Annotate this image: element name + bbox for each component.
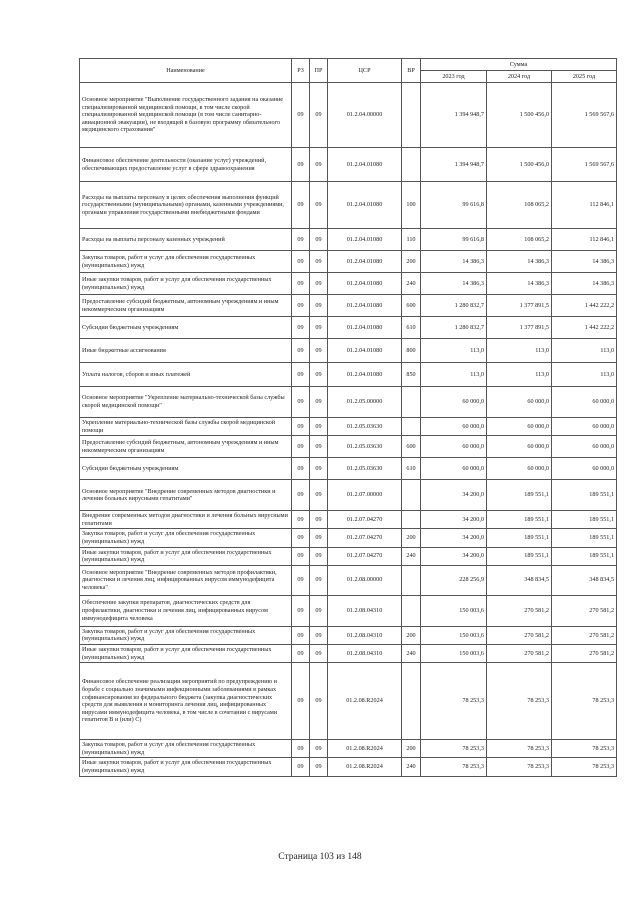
row-vr bbox=[402, 663, 421, 740]
row-csr: 01.2.05.03630 bbox=[328, 418, 402, 436]
row-csr: 01.2.08.04310 bbox=[328, 644, 402, 662]
row-amount-2024: 270 581,2 bbox=[487, 644, 552, 662]
row-name: Расходы на выплаты персоналу казенных учреждений bbox=[80, 229, 292, 251]
row-csr: 01.2.08.R2024 bbox=[328, 740, 402, 758]
row-name: Финансовое обеспечение реализации мероприятий по предупреждению и борьбе с социально значимыми инфекционными заболеваниями в рамках софинансирования из федерального бюджета (закупка диагностических средств для выявления и мониторинга лечения лиц, инфицированных вирусами иммунодефицита человека, в том числе в сочетании с вирусами гепатитов В и (или) С) bbox=[80, 663, 292, 740]
row-vr: 600 bbox=[402, 436, 421, 458]
row-name: Закупка товаров, работ и услуг для обеспечения государственных (муниципальных) нужд bbox=[80, 251, 292, 273]
row-amount-2023: 78 253,3 bbox=[421, 663, 487, 740]
row-amount-2023: 34 200,0 bbox=[421, 547, 487, 565]
row-amount-2023: 150 003,6 bbox=[421, 626, 487, 644]
row-pr: 09 bbox=[310, 418, 328, 436]
row-amount-2024: 60 000,0 bbox=[487, 387, 552, 418]
row-csr: 01.2.05.00000 bbox=[328, 387, 402, 418]
row-csr: 01.2.04.01080 bbox=[328, 148, 402, 182]
row-vr bbox=[402, 148, 421, 182]
row-pr: 09 bbox=[310, 758, 328, 776]
row-csr: 01.2.08.00000 bbox=[328, 565, 402, 595]
row-rz: 09 bbox=[292, 182, 310, 229]
row-amount-2024: 1 377 891,5 bbox=[487, 295, 552, 317]
table-row bbox=[80, 480, 617, 511]
row-name: Обеспечение закупки препаратов, диагностических средств для профилактики, диагностики и лечения лиц, инфицированных вирусом иммунодефицита человека bbox=[80, 595, 292, 626]
row-pr: 09 bbox=[310, 273, 328, 295]
row-amount-2025: 1 569 567,6 bbox=[552, 148, 617, 182]
row-amount-2023: 150 003,6 bbox=[421, 644, 487, 662]
budget-table bbox=[79, 58, 617, 777]
row-pr: 09 bbox=[310, 480, 328, 511]
row-name: Предоставление субсидий бюджетным, автономным учреждениям и иным некоммерческим организациям bbox=[80, 295, 292, 317]
row-name: Уплата налогов, сборов и иных платежей bbox=[80, 363, 292, 387]
row-rz: 09 bbox=[292, 148, 310, 182]
row-pr: 09 bbox=[310, 295, 328, 317]
row-pr: 09 bbox=[310, 182, 328, 229]
row-csr: 01.2.08.R2024 bbox=[328, 663, 402, 740]
row-rz: 09 bbox=[292, 595, 310, 626]
row-amount-2024: 270 581,2 bbox=[487, 595, 552, 626]
row-rz: 09 bbox=[292, 758, 310, 776]
table-row bbox=[80, 363, 617, 387]
table-row bbox=[80, 339, 617, 363]
row-csr: 01.2.04.01080 bbox=[328, 251, 402, 273]
row-name: Основное мероприятие "Укрепление материально-технической базы службы скорой медицинской помощи" bbox=[80, 387, 292, 418]
row-amount-2024: 189 551,1 bbox=[487, 547, 552, 565]
row-amount-2023: 60 000,0 bbox=[421, 436, 487, 458]
row-name: Основное мероприятие "Внедрение современных методов профилактики, диагностики и лечения лиц, инфицированных вирусом иммунодефицита человека" bbox=[80, 565, 292, 595]
row-amount-2025: 1 442 222,2 bbox=[552, 317, 617, 339]
row-rz: 09 bbox=[292, 547, 310, 565]
row-rz: 09 bbox=[292, 363, 310, 387]
row-pr: 09 bbox=[310, 740, 328, 758]
row-amount-2025: 14 386,3 bbox=[552, 251, 617, 273]
header-vr: ВР bbox=[402, 59, 421, 83]
row-csr: 01.2.04.01080 bbox=[328, 182, 402, 229]
header-year-2024: 2024 год bbox=[487, 71, 552, 83]
row-amount-2025: 348 834,5 bbox=[552, 565, 617, 595]
row-rz: 09 bbox=[292, 387, 310, 418]
table-row bbox=[80, 148, 617, 182]
row-amount-2023: 99 616,8 bbox=[421, 229, 487, 251]
row-pr: 09 bbox=[310, 663, 328, 740]
row-rz: 09 bbox=[292, 565, 310, 595]
row-vr: 240 bbox=[402, 273, 421, 295]
row-name: Закупка товаров, работ и услуг для обеспечения государственных (муниципальных) нужд bbox=[80, 626, 292, 644]
table-row bbox=[80, 511, 617, 529]
row-amount-2023: 113,0 bbox=[421, 363, 487, 387]
row-csr: 01.2.04.01080 bbox=[328, 339, 402, 363]
row-amount-2023: 228 256,9 bbox=[421, 565, 487, 595]
row-amount-2025: 189 551,1 bbox=[552, 547, 617, 565]
row-name: Иные закупки товаров, работ и услуг для обеспечения государственных (муниципальных) нужд bbox=[80, 644, 292, 662]
row-amount-2024: 1 377 891,5 bbox=[487, 317, 552, 339]
row-csr: 01.2.04.01080 bbox=[328, 229, 402, 251]
row-amount-2023: 1 394 948,7 bbox=[421, 83, 487, 148]
row-amount-2023: 99 616,8 bbox=[421, 182, 487, 229]
row-rz: 09 bbox=[292, 529, 310, 547]
row-vr bbox=[402, 83, 421, 148]
table-row bbox=[80, 644, 617, 662]
row-amount-2025: 113,0 bbox=[552, 363, 617, 387]
table-body bbox=[80, 83, 617, 777]
table-row bbox=[80, 251, 617, 273]
row-amount-2024: 189 551,1 bbox=[487, 529, 552, 547]
row-amount-2023: 113,0 bbox=[421, 339, 487, 363]
row-pr: 09 bbox=[310, 387, 328, 418]
row-rz: 09 bbox=[292, 740, 310, 758]
table-row bbox=[80, 740, 617, 758]
row-name: Основное мероприятие "Выполнение государственного задания на оказание специализированной медицинской помощи, в том числе скорой специализированной медицинской помощи (в том числе санитарно-авиационной эвакуации), не входящей в базовую программу обязательного медицинского страхования" bbox=[80, 83, 292, 148]
table-row bbox=[80, 295, 617, 317]
header-pr: ПР bbox=[310, 59, 328, 83]
row-name: Расходы на выплаты персоналу в целях обеспечения выполнения функций государственными (муниципальными) органами, казенными учреждениями, органами управления государственными внебюджетными фондами bbox=[80, 182, 292, 229]
row-pr: 09 bbox=[310, 148, 328, 182]
row-name: Закупка товаров, работ и услуг для обеспечения государственных (муниципальных) нужд bbox=[80, 740, 292, 758]
header-csr: ЦСР bbox=[328, 59, 402, 83]
row-vr: 240 bbox=[402, 644, 421, 662]
row-amount-2025: 1 569 567,6 bbox=[552, 83, 617, 148]
table-row bbox=[80, 458, 617, 480]
row-amount-2025: 189 551,1 bbox=[552, 480, 617, 511]
row-pr: 09 bbox=[310, 83, 328, 148]
header-rz: РЗ bbox=[292, 59, 310, 83]
row-pr: 09 bbox=[310, 529, 328, 547]
row-name: Иные закупки товаров, работ и услуг для обеспечения государственных (муниципальных) нужд bbox=[80, 273, 292, 295]
row-amount-2024: 1 500 456,0 bbox=[487, 148, 552, 182]
row-amount-2023: 34 200,0 bbox=[421, 511, 487, 529]
row-amount-2023: 34 200,0 bbox=[421, 480, 487, 511]
row-pr: 09 bbox=[310, 251, 328, 273]
row-name: Иные бюджетные ассигнования bbox=[80, 339, 292, 363]
row-rz: 09 bbox=[292, 480, 310, 511]
row-amount-2025: 60 000,0 bbox=[552, 436, 617, 458]
row-vr: 850 bbox=[402, 363, 421, 387]
row-vr: 200 bbox=[402, 740, 421, 758]
row-csr: 01.2.07.00000 bbox=[328, 480, 402, 511]
row-vr: 200 bbox=[402, 529, 421, 547]
row-name: Финансовое обеспечение деятельности (оказание услуг) учреждений, обеспечивающих предоставление услуг в сфере здравоохранения bbox=[80, 148, 292, 182]
row-amount-2024: 78 253,3 bbox=[487, 663, 552, 740]
table-row bbox=[80, 387, 617, 418]
row-amount-2024: 60 000,0 bbox=[487, 418, 552, 436]
row-pr: 09 bbox=[310, 458, 328, 480]
row-amount-2023: 1 280 832,7 bbox=[421, 317, 487, 339]
row-pr: 09 bbox=[310, 317, 328, 339]
table-row bbox=[80, 529, 617, 547]
row-amount-2025: 270 581,2 bbox=[552, 626, 617, 644]
row-csr: 01.2.08.04310 bbox=[328, 595, 402, 626]
table-row bbox=[80, 565, 617, 595]
row-amount-2025: 1 442 222,2 bbox=[552, 295, 617, 317]
row-amount-2023: 34 200,0 bbox=[421, 529, 487, 547]
row-amount-2024: 108 065,2 bbox=[487, 229, 552, 251]
row-amount-2023: 60 000,0 bbox=[421, 458, 487, 480]
row-amount-2024: 78 253,3 bbox=[487, 740, 552, 758]
row-amount-2025: 60 000,0 bbox=[552, 458, 617, 480]
table-row bbox=[80, 595, 617, 626]
row-name: Иные закупки товаров, работ и услуг для обеспечения государственных (муниципальных) нужд bbox=[80, 758, 292, 776]
row-name: Закупка товаров, работ и услуг для обеспечения государственных (муниципальных) нужд bbox=[80, 529, 292, 547]
row-amount-2023: 14 386,3 bbox=[421, 251, 487, 273]
row-rz: 09 bbox=[292, 83, 310, 148]
row-vr: 600 bbox=[402, 295, 421, 317]
row-vr: 610 bbox=[402, 458, 421, 480]
row-amount-2024: 14 386,3 bbox=[487, 273, 552, 295]
table-row bbox=[80, 418, 617, 436]
table-row bbox=[80, 273, 617, 295]
row-pr: 09 bbox=[310, 644, 328, 662]
row-name: Субсидии бюджетным учреждениям bbox=[80, 317, 292, 339]
row-amount-2023: 78 253,3 bbox=[421, 740, 487, 758]
row-amount-2024: 60 000,0 bbox=[487, 436, 552, 458]
row-pr: 09 bbox=[310, 363, 328, 387]
row-pr: 09 bbox=[310, 511, 328, 529]
row-amount-2025: 189 551,1 bbox=[552, 529, 617, 547]
row-rz: 09 bbox=[292, 626, 310, 644]
row-csr: 01.2.08.04310 bbox=[328, 626, 402, 644]
row-amount-2023: 60 000,0 bbox=[421, 418, 487, 436]
row-name: Субсидии бюджетным учреждениям bbox=[80, 458, 292, 480]
header-year-2023: 2023 год bbox=[421, 71, 487, 83]
row-csr: 01.2.04.01080 bbox=[328, 363, 402, 387]
row-vr: 110 bbox=[402, 229, 421, 251]
header-name: Наименование bbox=[80, 59, 292, 83]
row-amount-2023: 14 386,3 bbox=[421, 273, 487, 295]
row-csr: 01.2.04.01080 bbox=[328, 273, 402, 295]
row-amount-2024: 270 581,2 bbox=[487, 626, 552, 644]
row-rz: 09 bbox=[292, 295, 310, 317]
row-amount-2025: 60 000,0 bbox=[552, 418, 617, 436]
row-vr: 100 bbox=[402, 182, 421, 229]
budget-document bbox=[79, 58, 616, 777]
table-row bbox=[80, 626, 617, 644]
row-amount-2023: 60 000,0 bbox=[421, 387, 487, 418]
row-rz: 09 bbox=[292, 436, 310, 458]
row-amount-2024: 348 834,5 bbox=[487, 565, 552, 595]
table-row bbox=[80, 547, 617, 565]
row-rz: 09 bbox=[292, 273, 310, 295]
row-rz: 09 bbox=[292, 458, 310, 480]
row-pr: 09 bbox=[310, 339, 328, 363]
row-amount-2024: 60 000,0 bbox=[487, 458, 552, 480]
row-amount-2024: 113,0 bbox=[487, 339, 552, 363]
table-row bbox=[80, 229, 617, 251]
row-rz: 09 bbox=[292, 317, 310, 339]
row-amount-2025: 14 386,3 bbox=[552, 273, 617, 295]
row-rz: 09 bbox=[292, 644, 310, 662]
row-vr bbox=[402, 418, 421, 436]
row-pr: 09 bbox=[310, 436, 328, 458]
row-vr bbox=[402, 480, 421, 511]
row-vr bbox=[402, 565, 421, 595]
row-amount-2025: 78 253,3 bbox=[552, 740, 617, 758]
header-sum: Сумма bbox=[421, 59, 617, 71]
row-amount-2025: 113,0 bbox=[552, 339, 617, 363]
row-amount-2024: 189 551,1 bbox=[487, 480, 552, 511]
row-vr bbox=[402, 387, 421, 418]
row-name: Основное мероприятие "Внедрение современных методов диагностики и лечения больных вирусными гепатитами" bbox=[80, 480, 292, 511]
table-row bbox=[80, 182, 617, 229]
row-amount-2024: 189 551,1 bbox=[487, 511, 552, 529]
row-pr: 09 bbox=[310, 229, 328, 251]
row-rz: 09 bbox=[292, 251, 310, 273]
row-name: Иные закупки товаров, работ и услуг для обеспечения государственных (муниципальных) нужд bbox=[80, 547, 292, 565]
row-rz: 09 bbox=[292, 511, 310, 529]
table-row bbox=[80, 663, 617, 740]
row-amount-2025: 189 551,1 bbox=[552, 511, 617, 529]
row-vr: 200 bbox=[402, 626, 421, 644]
row-csr: 01.2.05.03630 bbox=[328, 458, 402, 480]
row-amount-2025: 60 000,0 bbox=[552, 387, 617, 418]
table-row bbox=[80, 317, 617, 339]
row-amount-2025: 78 253,3 bbox=[552, 758, 617, 776]
row-csr: 01.2.08.R2024 bbox=[328, 758, 402, 776]
row-amount-2024: 113,0 bbox=[487, 363, 552, 387]
row-csr: 01.2.04.01080 bbox=[328, 295, 402, 317]
row-vr: 240 bbox=[402, 758, 421, 776]
row-name: Предоставление субсидий бюджетным, автономным учреждениям и иным некоммерческим организациям bbox=[80, 436, 292, 458]
row-amount-2024: 108 065,2 bbox=[487, 182, 552, 229]
row-amount-2025: 112 846,1 bbox=[552, 229, 617, 251]
row-rz: 09 bbox=[292, 663, 310, 740]
row-pr: 09 bbox=[310, 595, 328, 626]
row-amount-2024: 78 253,3 bbox=[487, 758, 552, 776]
page-number: Страница 103 из 148 bbox=[278, 852, 362, 862]
row-vr: 240 bbox=[402, 547, 421, 565]
row-amount-2023: 150 003,6 bbox=[421, 595, 487, 626]
row-csr: 01.2.04.00000 bbox=[328, 83, 402, 148]
table-row bbox=[80, 436, 617, 458]
row-amount-2025: 112 846,1 bbox=[552, 182, 617, 229]
table-row bbox=[80, 83, 617, 148]
row-amount-2025: 270 581,2 bbox=[552, 644, 617, 662]
row-rz: 09 bbox=[292, 339, 310, 363]
table-row bbox=[80, 758, 617, 776]
header-year-2025: 2025 год bbox=[552, 71, 617, 83]
row-csr: 01.2.07.04270 bbox=[328, 547, 402, 565]
row-vr bbox=[402, 511, 421, 529]
row-amount-2023: 1 280 832,7 bbox=[421, 295, 487, 317]
row-amount-2025: 78 253,3 bbox=[552, 663, 617, 740]
row-amount-2024: 1 500 456,0 bbox=[487, 83, 552, 148]
row-amount-2025: 270 581,2 bbox=[552, 595, 617, 626]
row-vr: 610 bbox=[402, 317, 421, 339]
row-vr bbox=[402, 595, 421, 626]
row-name: Внедрение современных методов диагностики и лечения больных вирусными гепатитами bbox=[80, 511, 292, 529]
row-name: Укрепление материально-технической базы службы скорой медицинской помощи bbox=[80, 418, 292, 436]
row-csr: 01.2.07.04270 bbox=[328, 511, 402, 529]
row-amount-2024: 14 386,3 bbox=[487, 251, 552, 273]
row-csr: 01.2.07.04270 bbox=[328, 529, 402, 547]
row-csr: 01.2.04.01080 bbox=[328, 317, 402, 339]
row-pr: 09 bbox=[310, 565, 328, 595]
row-amount-2023: 1 394 948,7 bbox=[421, 148, 487, 182]
row-rz: 09 bbox=[292, 418, 310, 436]
table-header bbox=[80, 59, 617, 83]
row-pr: 09 bbox=[310, 626, 328, 644]
row-csr: 01.2.05.03630 bbox=[328, 436, 402, 458]
row-rz: 09 bbox=[292, 229, 310, 251]
row-amount-2023: 78 253,3 bbox=[421, 758, 487, 776]
row-vr: 800 bbox=[402, 339, 421, 363]
row-vr: 200 bbox=[402, 251, 421, 273]
row-pr: 09 bbox=[310, 547, 328, 565]
